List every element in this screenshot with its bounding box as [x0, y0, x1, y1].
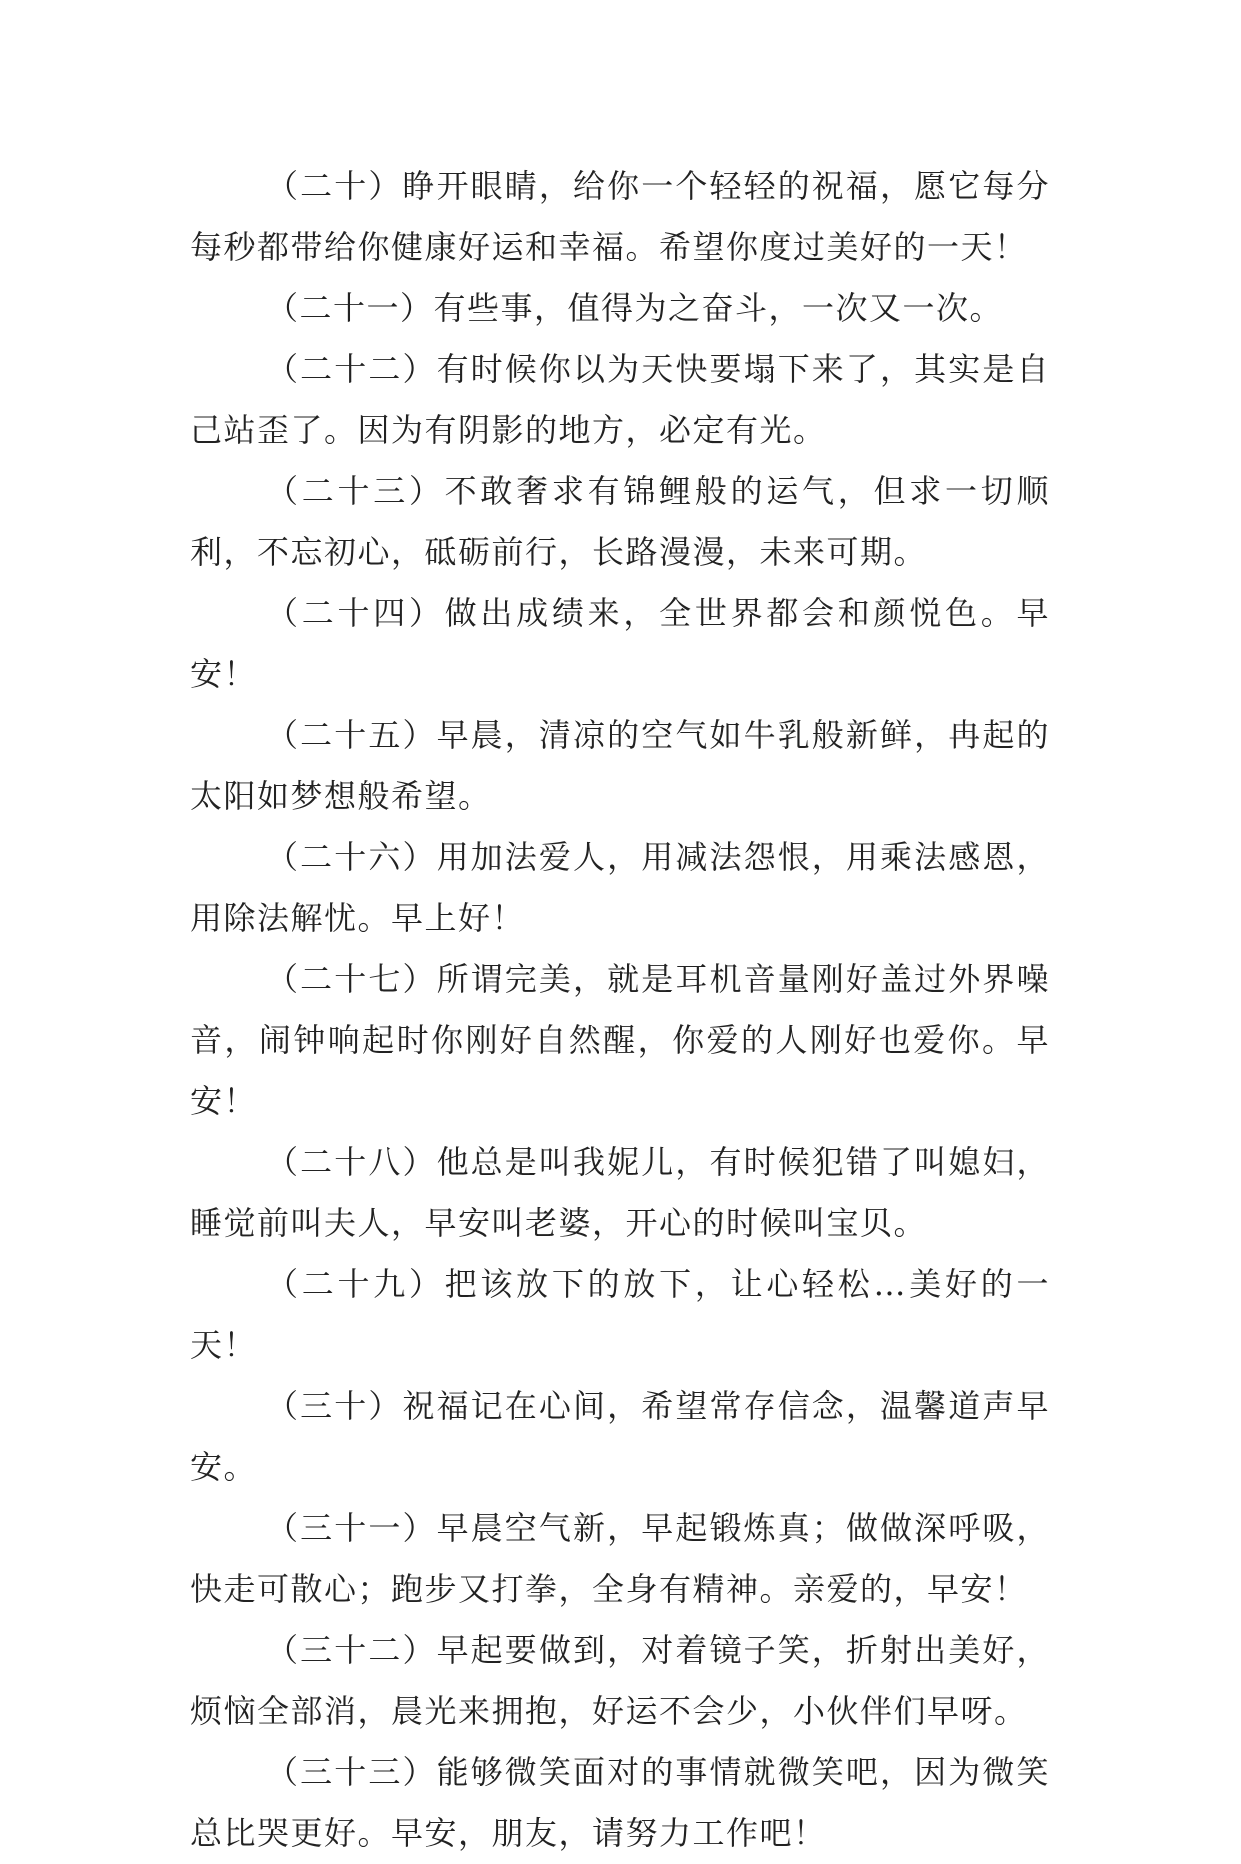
paragraph-25: （二十五）早晨，清凉的空气如牛乳般新鲜，冉起的太阳如梦想般希望。 — [190, 716, 1050, 815]
paragraph-21: （二十一）有些事，值得为之奋斗，一次又一次。 — [266, 289, 1004, 327]
paragraph-27: （二十七）所谓完美，就是耳机音量刚好盖过外界噪音，闹钟响起时你刚好自然醒，你爱的人刚好也爱你。早安！ — [190, 960, 1050, 1120]
paragraph-23: （二十三）不敢奢求有锦鲤般的运气，但求一切顺利，不忘初心，砥砺前行，长路漫漫，未来可期。 — [190, 472, 1050, 571]
paragraph-29: （二十九）把该放下的放下，让心轻松…美好的一天！ — [190, 1265, 1050, 1364]
paragraph-26: （二十六）用加法爱人，用减法怨恨，用乘法感恩，用除法解忧。早上好！ — [190, 838, 1050, 937]
paragraph-24: （二十四）做出成绩来，全世界都会和颜悦色。早安！ — [190, 594, 1050, 693]
paragraph-31: （三十一）早晨空气新，早起锻炼真；做做深呼吸，快走可散心；跑步又打拳，全身有精神。亲爱的，早安！ — [190, 1509, 1050, 1608]
paragraph-32: （三十二）早起要做到，对着镜子笑，折射出美好，烦恼全部消，晨光来拥抱，好运不会少，小伙伴们早呀。 — [190, 1631, 1050, 1730]
paragraph-30: （三十）祝福记在心间，希望常存信念，温馨道声早安。 — [190, 1387, 1050, 1486]
document-body — [190, 156, 1050, 1864]
paragraph-28: （二十八）他总是叫我妮儿，有时候犯错了叫媳妇，睡觉前叫夫人，早安叫老婆，开心的时候叫宝贝。 — [190, 1143, 1050, 1242]
paragraph-33: （三十三）能够微笑面对的事情就微笑吧，因为微笑总比哭更好。早安，朋友，请努力工作吧！ — [190, 1753, 1050, 1852]
paragraph-22: （二十二）有时候你以为天快要塌下来了，其实是自己站歪了。因为有阴影的地方，必定有光。 — [190, 350, 1050, 449]
paragraph-20: （二十）睁开眼睛，给你一个轻轻的祝福，愿它每分每秒都带给你健康好运和幸福。希望你度过美好的一天！ — [190, 167, 1050, 266]
